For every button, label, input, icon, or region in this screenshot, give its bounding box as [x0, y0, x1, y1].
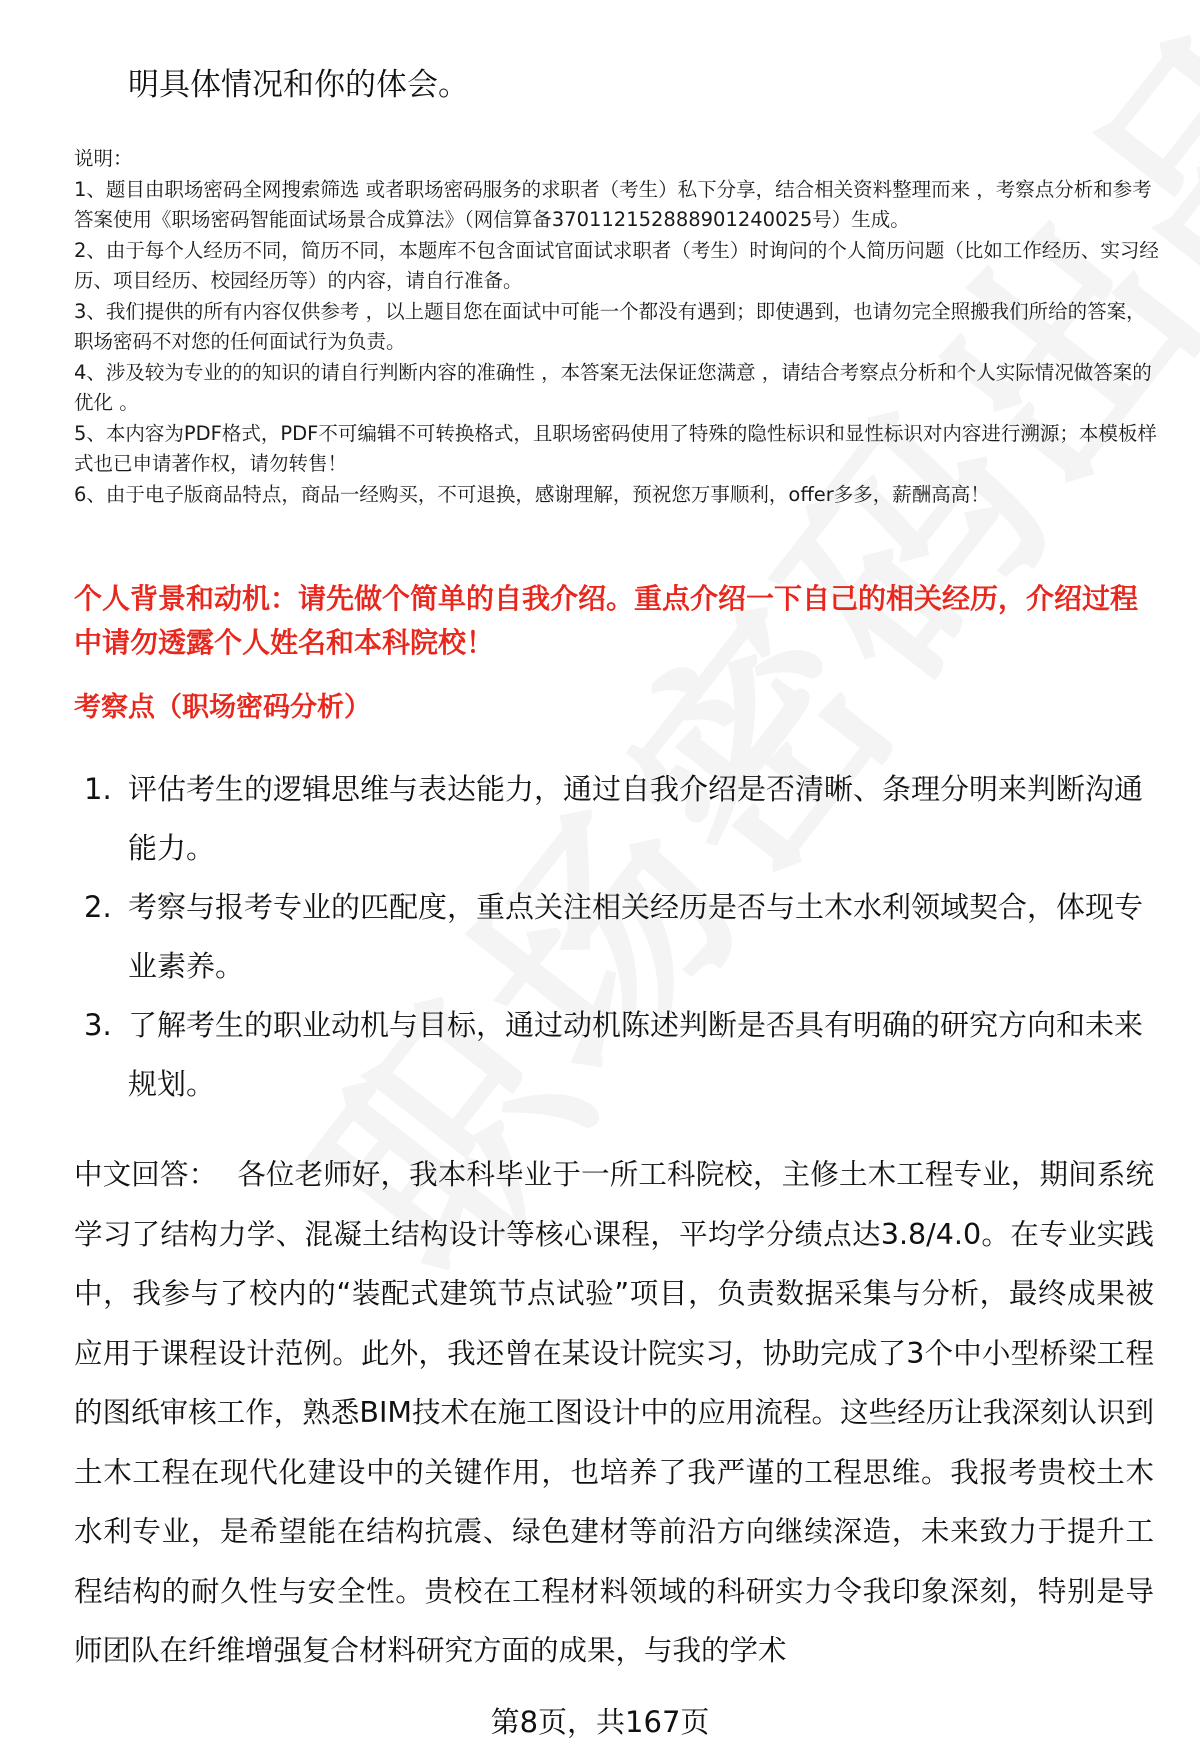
notes-item: 6、由于电子版商品特点，商品一经购买，不可退换，感谢理解，预祝您万事顺利，offer多多，薪酬高高！	[74, 482, 990, 506]
notes-item: 4、涉及较为专业的的知识的请自行判断内容的准确性 ，本答案无法保证您满意 ，请结合考察点分析和个人实际情况做答案的优化 。	[74, 360, 1152, 414]
answer-text: 各位老师好，我本科毕业于一所工科院校，主修土木工程专业，期间系统学习了结构力学、混凝土结构设计等核心课程，平均学分绩点达3.8/4.0。在专业实践中，我参与了校内的“装配式建筑节点试验”项目，负责数据采集与分析，最终成果被应用于课程设计范例。此外，我还曾在某设计院实习，协助完成了3个中小型桥梁工程的图纸审核工作，熟悉BIM技术在施工图设计中的应用流程。这些经历让我深刻认识到土木工程在现代化建设中的关键作用，也培养了我严谨的工程思维。我报考贵校土木水利专业，是希望能在结构抗震、绿色建材等前沿方向继续深造，未来致力于提升工程结构的耐久性与安全性。贵校在工程材料领域的科研实力令我印象深刻，特别是导师团队在纤维增强复合材料研究方面的成果，与我的学术	[74, 1158, 1154, 1667]
exam-points-list	[74, 760, 1144, 1114]
list-item-number: 3.	[84, 1008, 112, 1042]
notes-item: 1、题目由职场密码全网搜索筛选 或者职场密码服务的求职者（考生）私下分享，结合相关资料整理而来 ，考察点分析和参考答案使用《职场密码智能面试场景合成算法》（网信算备370112152888901240025号）生成。	[74, 177, 1152, 231]
notes-title: 说明：	[74, 147, 133, 170]
list-item	[74, 760, 1144, 878]
notes-section	[74, 144, 1164, 510]
list-item-text: 了解考生的职业动机与目标，通过动机陈述判断是否具有明确的研究方向和未来规划。	[128, 1008, 1144, 1101]
page-number: 第8页，共167页	[490, 1705, 710, 1739]
list-item-number: 2.	[84, 890, 112, 924]
list-item	[74, 878, 1144, 996]
notes-item: 5、本内容为PDF格式，PDF不可编辑不可转换格式，且职场密码使用了特殊的隐性标识和显性标识对内容进行溯源；本模板样式也已申请著作权，请勿转售！	[74, 421, 1157, 475]
notes-item: 2、由于每个人经历不同，简历不同，本题库不包含面试官面试求职者（考生）时询问的个人简历问题（比如工作经历、实习经历、项目经历、校园经历等）的内容，请自行准备。	[74, 238, 1159, 292]
answer-paragraph	[74, 1145, 1154, 1681]
continued-text-line: 明具体情况和你的体会。	[128, 67, 469, 103]
list-item-text: 评估考生的逻辑思维与表达能力，通过自我介绍是否清晰、条理分明来判断沟通能力。	[128, 772, 1144, 865]
answer-label: 中文回答：	[74, 1158, 218, 1191]
list-item-number: 1.	[84, 772, 112, 806]
question-heading: 个人背景和动机：请先做个简单的自我介绍。重点介绍一下自己的相关经历，介绍过程中请勿透露个人姓名和本科院校！	[74, 582, 1139, 659]
exam-points-heading: 考察点（职场密码分析）	[74, 692, 371, 723]
notes-item: 3、我们提供的所有内容仅供参考 ，以上题目您在面试中可能一个都没有遇到；即使遇到，也请勿完全照搬我们所给的答案，职场密码不对您的任何面试行为负责。	[74, 299, 1146, 353]
list-item	[74, 996, 1144, 1114]
list-item-text: 考察与报考专业的匹配度，重点关注相关经历是否与土木水利领域契合，体现专业素养。	[128, 890, 1144, 983]
